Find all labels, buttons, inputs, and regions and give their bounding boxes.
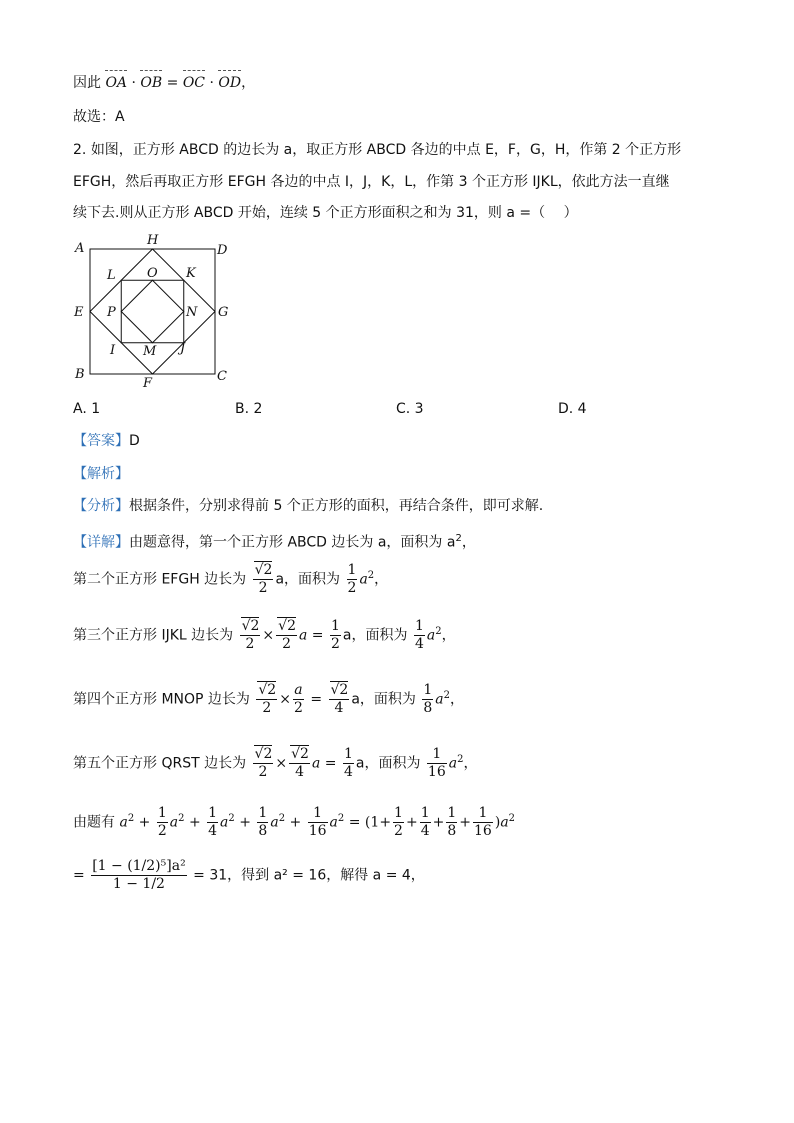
label-b: B bbox=[75, 367, 85, 382]
geometric-sum-fraction: $\frac{\text{[1 − (1/2)⁵]a²}}{1 - 1/2}$ bbox=[92, 858, 186, 892]
detail-line-5: 第五个正方形 QRST 边长为 $\frac{√2}{2}$ × $\frac{√2}{4}$ a = $\frac{1}{4}$ a，面积为 $\frac{1}{16}$ $a^2$， bbox=[73, 746, 478, 780]
label-g: G bbox=[218, 305, 229, 320]
vector-oa: OA bbox=[105, 75, 128, 91]
selected-answer: 故选：A bbox=[73, 109, 125, 125]
fraction: $\frac{1}{16}$ bbox=[427, 746, 446, 780]
question-line-2: EFGH，然后再取正方形 EFGH 各边的中点 I，J，K，L，作第 3 个正方形 IJKL，依此方法一直继 bbox=[73, 174, 670, 190]
analysis-tag: 【解析】 bbox=[73, 466, 129, 482]
fraction: $\frac{√2}{2}$ bbox=[241, 618, 260, 652]
answer-tag: 【答案】 bbox=[73, 433, 129, 449]
fraction: $\frac{1}{8}$ bbox=[423, 682, 433, 716]
vector-od: OD bbox=[218, 75, 242, 91]
option-b[interactable]: B. 2 bbox=[235, 401, 263, 417]
detail-tag: 【详解】 bbox=[73, 534, 129, 551]
option-c[interactable]: C. 3 bbox=[396, 401, 424, 417]
fraction: $\frac{√2}{2}$ bbox=[258, 682, 277, 716]
label-f: F bbox=[143, 376, 153, 391]
question-line-1: 2. 如图，正方形 ABCD 的边长为 a，取正方形 ABCD 各边的中点 E，F，G，H，作第 2 个正方形 bbox=[73, 142, 682, 158]
square-ijkl bbox=[121, 280, 184, 343]
label-h: H bbox=[147, 233, 159, 248]
fraction: $\frac{a}{2}$ bbox=[293, 682, 303, 716]
label-d: D bbox=[217, 243, 228, 258]
label-e: E bbox=[74, 305, 84, 320]
fraction: $\frac{√2}{2}$ bbox=[278, 618, 296, 652]
option-d[interactable]: D. 4 bbox=[558, 401, 587, 417]
fraction: $\frac{1}{2}$ bbox=[394, 805, 403, 839]
detail-line-4: 第四个正方形 MNOP 边长为 $\frac{√2}{2}$ × $\frac{a}{2}$ = $\frac{√2}{4}$ a，面积为 $\frac{1}{8}$ $a^2$， bbox=[73, 682, 465, 716]
detail-line-6: 由题有 $a^2$ + $\frac{1}{2}$ $a^2$ + $\frac{1}{4}$ $a^2$ + $\frac{1}{8}$ $a^2$ + $\frac{1}{16}$ $a^2 = (1+$ $\frac{1}{2}$ + $\frac{1}{4}$ + $\frac{1}{8}$ + $\frac{1}{16}$ )$a^2$ bbox=[73, 805, 516, 839]
fraction: $\frac{1}{4}$ bbox=[420, 805, 430, 839]
fraction: $\frac{1}{4}$ bbox=[343, 746, 353, 780]
fraction: $\frac{√2}{2}$ bbox=[254, 562, 273, 596]
fraction: $\frac{√2}{4}$ bbox=[330, 682, 349, 716]
fraction: $\frac{1}{8}$ bbox=[447, 805, 457, 839]
label-a: A bbox=[75, 241, 85, 256]
conclusion-line: 因此 OA · OB = OC · OD， bbox=[73, 75, 256, 91]
vector-oc: OC bbox=[182, 75, 206, 91]
question-line-3: 续下去.则从正方形 ABCD 开始，连续 5 个正方形面积之和为 31，则 a =（ ） bbox=[73, 205, 578, 221]
fraction: $\frac{1}{2}$ bbox=[330, 618, 340, 652]
label-c: C bbox=[217, 369, 227, 384]
vector-ob: OB bbox=[140, 75, 163, 91]
fraction: $\frac{1}{16}$ bbox=[474, 805, 492, 839]
fraction: $\frac{1}{16}$ bbox=[308, 805, 327, 839]
label-j: J bbox=[180, 341, 186, 356]
nested-squares-figure bbox=[70, 232, 240, 392]
label-p: P bbox=[107, 305, 116, 320]
label-k: K bbox=[186, 266, 196, 281]
fraction: $\frac{1}{2}$ bbox=[157, 805, 167, 839]
fenxi-tag: 【分析】 bbox=[73, 498, 129, 514]
label-m: M bbox=[143, 344, 157, 359]
label-o: O bbox=[147, 266, 158, 281]
fraction: $\frac{1}{2}$ bbox=[347, 562, 357, 596]
detail-line-7: = $\frac{\text{[1 − (1/2)⁵]a²}}{1 - 1/2}$ = 31，得到 a² = 16，解得 a = 4， bbox=[73, 858, 425, 892]
fraction: $\frac{√2}{2}$ bbox=[254, 746, 273, 780]
square-mnop bbox=[121, 280, 184, 343]
detail-line-1: 【详解】由题意得，第一个正方形 ABCD 边长为 a，面积为 $a^2$， bbox=[73, 533, 476, 551]
fenxi-line: 【分析】根据条件，分别求得前 5 个正方形的面积，再结合条件，即可求解. bbox=[73, 498, 544, 514]
fraction: $\frac{1}{4}$ bbox=[414, 618, 424, 652]
fraction: $\frac{1}{4}$ bbox=[208, 805, 218, 839]
label-l: L bbox=[107, 268, 116, 283]
label-i: I bbox=[110, 343, 116, 358]
analysis-line bbox=[73, 464, 129, 484]
fraction: $\frac{1}{8}$ bbox=[258, 805, 268, 839]
detail-line-3: 第三个正方形 IJKL 边长为 $\frac{√2}{2}$ × $\frac{√2}{2}$ a = $\frac{1}{2}$ a，面积为 $\frac{1}{4}$ $a^2$， bbox=[73, 618, 456, 652]
detail-line-2: 第二个正方形 EFGH 边长为 $\frac{√2}{2}$ a，面积为 $\frac{1}{2}$ $a^2$， bbox=[73, 562, 389, 596]
fraction: $\frac{√2}{4}$ bbox=[291, 746, 309, 780]
label-n: N bbox=[186, 305, 198, 320]
option-a[interactable]: A. 1 bbox=[73, 401, 101, 417]
answer-line: 【答案】D bbox=[73, 433, 140, 449]
